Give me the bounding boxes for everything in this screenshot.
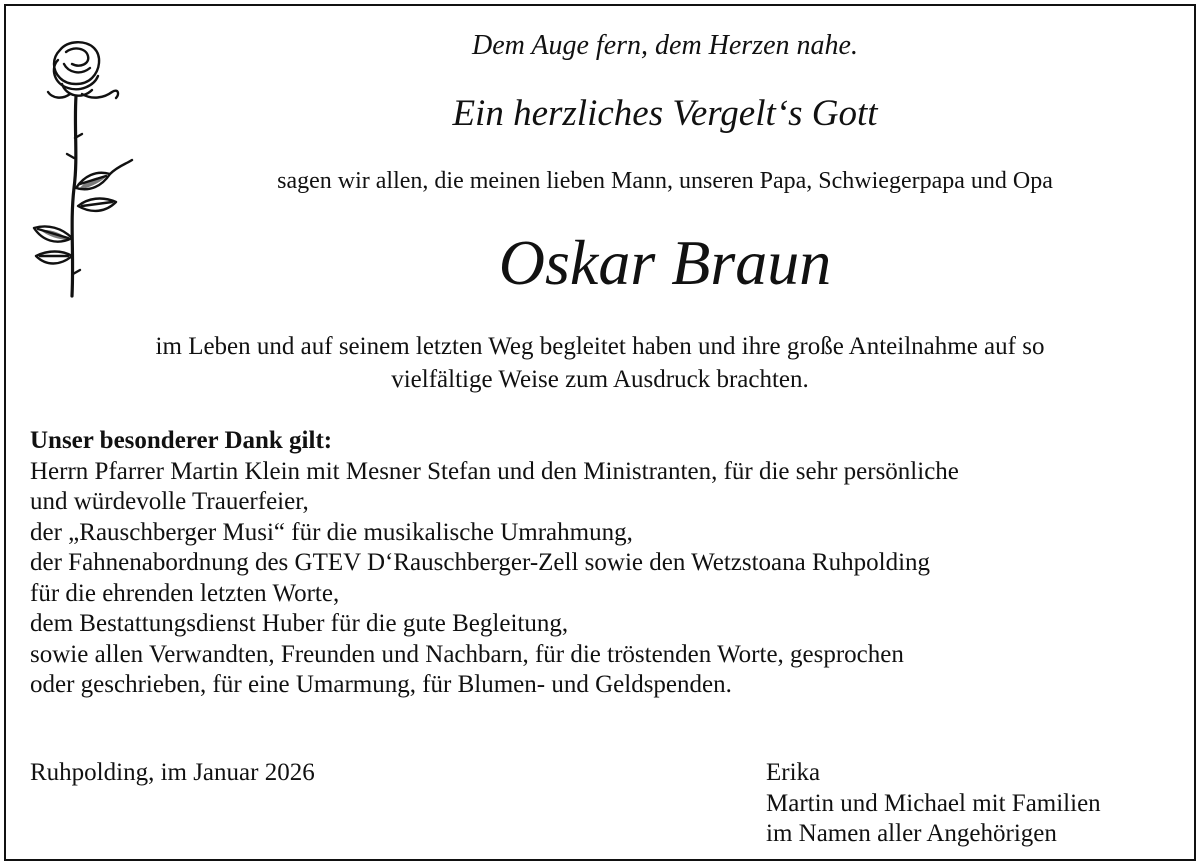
thanks-line: sowie allen Verwandten, Freunden und Nachbarn, für die tröstenden Worte, gesprochen (30, 640, 904, 668)
signer-line: Martin und Michael mit Familien (766, 789, 1101, 817)
thanks-line: oder geschrieben, für eine Umarmung, für Blumen- und Geldspenden. (30, 671, 732, 698)
special-thanks (30, 426, 1180, 701)
signer-line: im Namen aller Angehörigen (766, 820, 1057, 847)
signers (766, 758, 1101, 850)
intro-text: sagen wir allen, die meinen lieben Mann, unseren Papa, Schwiegerpapa und Opa (277, 168, 1053, 194)
thanks-line: und würdevolle Trauerfeier, (30, 488, 309, 515)
accompanied-text (20, 330, 1180, 396)
motto: Dem Auge fern, dem Herzen nahe. (472, 30, 858, 61)
thanks-line: dem Bestattungsdienst Huber für die gute Begleitung, (30, 610, 569, 637)
thanks-line: Herrn Pfarrer Martin Klein mit Mesner Stefan und den Ministranten, für die sehr persönliche (30, 457, 959, 485)
accompanied-line: vielfältige Weise zum Ausdruck brachten. (391, 366, 809, 393)
place-date: Ruhpolding, im Januar 2026 (30, 759, 315, 786)
thanks-line: für die ehrenden letzten Worte, (30, 579, 340, 607)
signer-line: Erika (766, 759, 821, 786)
thanks-line: der „Rauschberger Musi“ für die musikalische Umrahmung, (30, 518, 633, 546)
accompanied-line: im Leben und auf seinem letzten Weg begleitet haben und ihre große Anteilnahme auf so (155, 333, 1045, 360)
headline: Ein herzliches Vergelt‘s Gott (452, 93, 878, 134)
special-thanks-heading: Unser besonderer Dank gilt: (30, 427, 333, 454)
deceased-name: Oskar Braun (498, 227, 832, 298)
thanks-line: der Fahnenabordnung des GTEV D‘Rauschberger-Zell sowie den Wetzstoana Ruhpolding (30, 549, 931, 576)
